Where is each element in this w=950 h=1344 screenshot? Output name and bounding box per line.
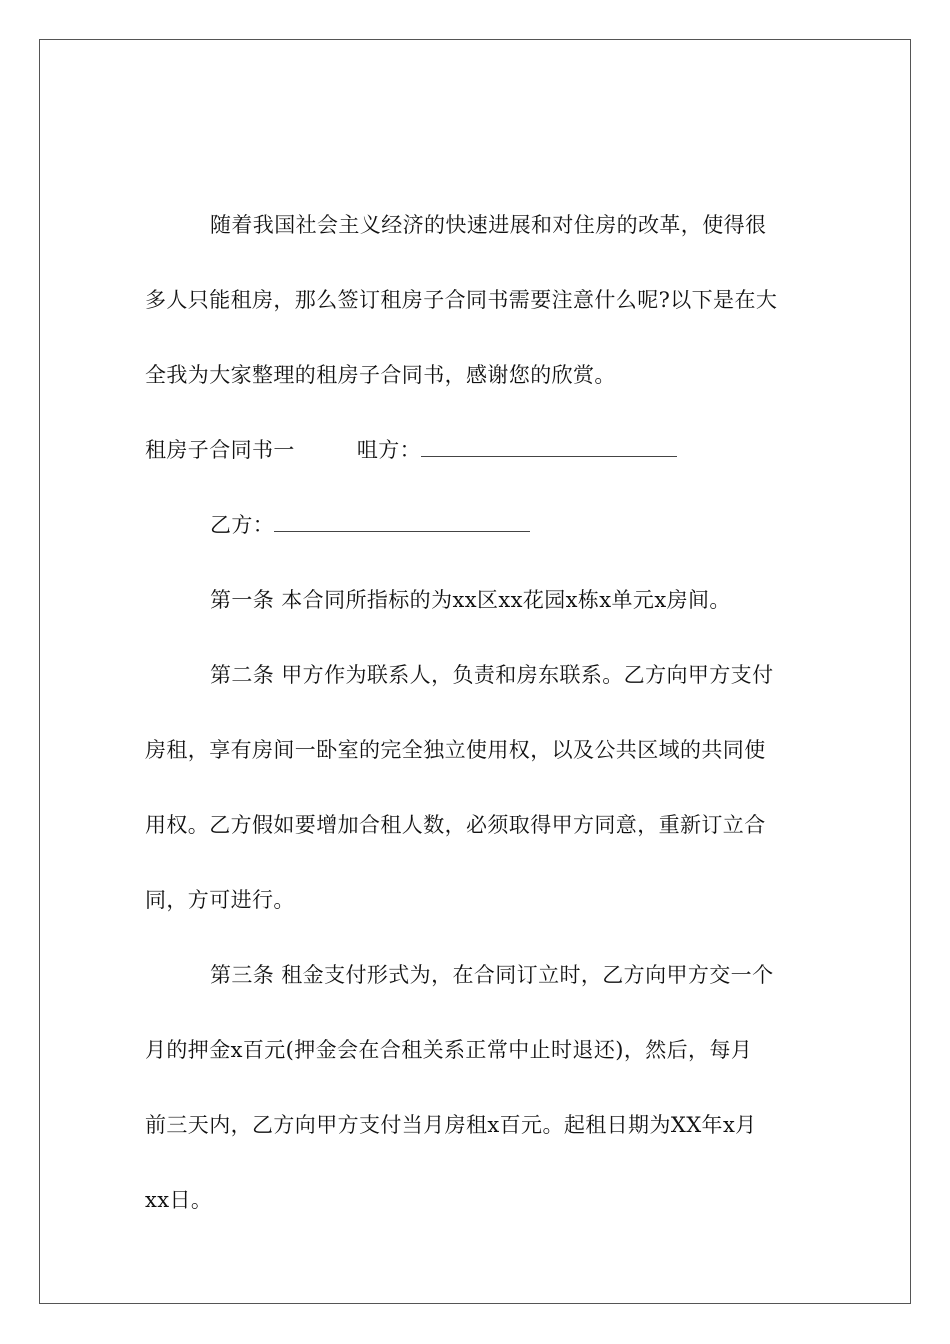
party-a-label: 咀方： <box>356 438 422 462</box>
party-b-blank <box>274 513 530 532</box>
intro-line-2: 多人只能租房，那么签订租房子合同书需要注意什么呢?以下是在大 <box>145 288 778 312</box>
article-2-line-1: 第二条 甲方作为联系人，负责和房东联系。乙方向甲方支付 <box>210 663 774 687</box>
article-3-line-3: 前三天内，乙方向甲方支付当月房租x百元。起租日期为XX年x月 <box>145 1113 757 1137</box>
intro-line-3: 全我为大家整理的租房子合同书，感谢您的欣赏。 <box>145 363 616 387</box>
article-3-line-4: xx日。 <box>145 1188 213 1212</box>
article-1: 第一条 本合同所指标的为xx区xx花园x栋x单元x房间。 <box>210 588 731 612</box>
article-3-line-2: 月的押金x百元(押金会在合租关系正常中止时退还)，然后，每月 <box>145 1038 753 1062</box>
article-2-line-4: 同，方可进行。 <box>145 888 295 912</box>
party-b-label: 乙方： <box>210 513 275 537</box>
contract-header-line <box>145 436 677 464</box>
article-2-line-3: 用权。乙方假如要增加合租人数，必须取得甲方同意，重新订立合 <box>145 813 766 837</box>
intro-line-1: 随着我国社会主义经济的快速进展和对住房的改革，使得很 <box>210 213 767 237</box>
party-a-blank <box>421 438 677 457</box>
contract-title: 租房子合同书一 <box>145 438 295 462</box>
article-3-line-1: 第三条 租金支付形式为，在合同订立时，乙方向甲方交一个 <box>210 963 774 987</box>
party-b-line <box>210 511 530 539</box>
article-2-line-2: 房租，享有房间一卧室的完全独立使用权，以及公共区域的共同使 <box>145 738 766 762</box>
